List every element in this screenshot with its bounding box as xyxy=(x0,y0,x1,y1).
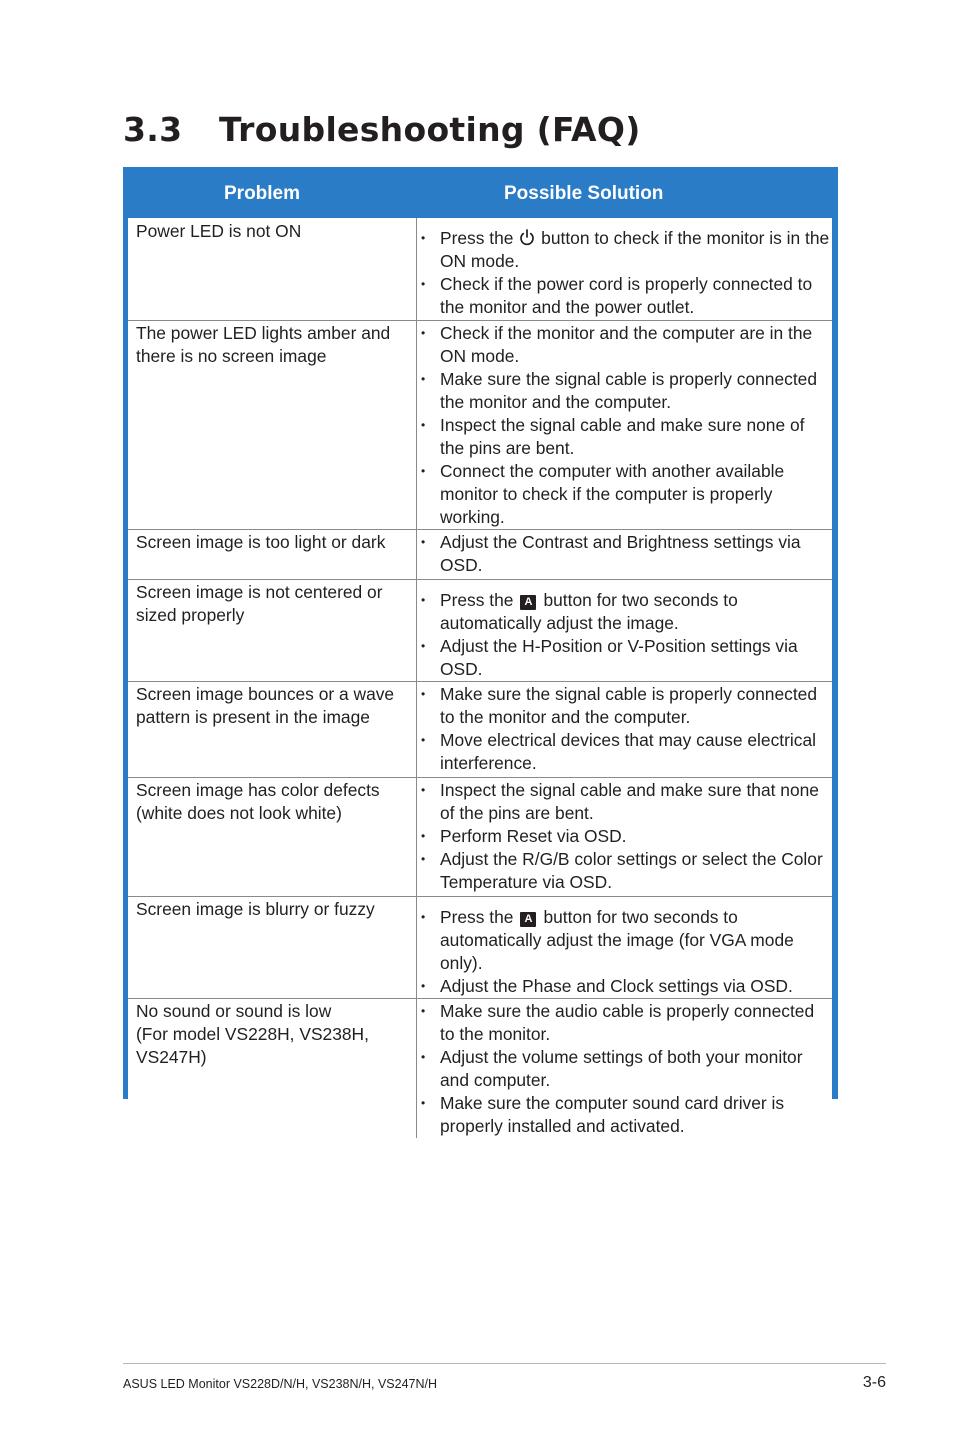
faq-table xyxy=(123,167,838,1136)
list-item: • Adjust the Contrast and Brightness settings via OSD. xyxy=(421,531,801,575)
solution-cell xyxy=(417,998,833,1138)
footer-model-text: ASUS LED Monitor VS228D/N/H, VS238N/H, VS247N/H xyxy=(123,1377,438,1391)
list-item: • Adjust the volume settings of both your monitor and computer. xyxy=(421,1046,803,1090)
problem-cell: Screen image is not centered or sized properly xyxy=(128,579,417,681)
solution-cell xyxy=(417,681,833,777)
section-title xyxy=(123,110,641,149)
solution-cell xyxy=(417,529,833,579)
solution-cell xyxy=(417,218,833,320)
power-icon xyxy=(519,229,535,246)
table-row xyxy=(128,681,832,777)
auto-adjust-icon: A xyxy=(520,912,536,927)
list-item: • Press the button to check if the monitor is in the ON mode. xyxy=(421,228,830,271)
problem-cell: Screen image bounces or a wave pattern is present in the image xyxy=(128,681,417,777)
list-item: • Press the A button for two seconds to automatically adjust the image. xyxy=(421,589,738,633)
table-row xyxy=(128,218,832,320)
problem-cell: Screen image is too light or dark xyxy=(128,529,417,579)
list-item: • Connect the computer with another available monitor to check if the computer is properly working. xyxy=(421,460,785,527)
list-item: • Make sure the computer sound card driver is properly installed and activated. xyxy=(421,1092,785,1136)
solution-cell xyxy=(417,320,833,529)
table-row xyxy=(128,529,832,579)
list-item: • Make sure the signal cable is properly connected the monitor and the computer. xyxy=(421,368,818,412)
table-row xyxy=(128,320,832,529)
problem-cell: No sound or sound is low (For model VS228H, VS238H, VS247H) xyxy=(128,998,417,1138)
list-item: • Make sure the signal cable is properly connected to the monitor and the computer. xyxy=(421,683,818,727)
problem-cell: The power LED lights amber and there is no screen image xyxy=(128,320,417,529)
list-item: • Inspect the signal cable and make sure none of the pins are bent. xyxy=(421,414,805,458)
list-item: • Adjust the H-Position or V-Position settings via OSD. xyxy=(421,635,798,679)
table-row xyxy=(128,896,832,998)
table-row xyxy=(128,579,832,681)
problem-cell: Power LED is not ON xyxy=(128,218,417,320)
list-item: • Check if the power cord is properly connected to the monitor and the power outlet. xyxy=(421,274,813,317)
list-item: • Adjust the R/G/B color settings or select the Color Temperature via OSD. xyxy=(421,848,823,892)
list-item: • Press the A button for two seconds to automatically adjust the image (for VGA mode only). xyxy=(421,906,794,973)
page-number: 3-6 xyxy=(862,1374,886,1391)
footer-divider xyxy=(123,1363,886,1364)
list-item: • Move electrical devices that may cause electrical interference. xyxy=(421,729,816,773)
header-solution: Possible Solution xyxy=(504,183,664,204)
table-row xyxy=(128,998,832,1138)
section-number: 3.3 xyxy=(123,110,183,149)
header-problem: Problem xyxy=(224,183,301,204)
table-row xyxy=(128,777,832,896)
auto-adjust-icon: A xyxy=(520,595,536,610)
faq-rows xyxy=(128,218,832,1138)
solution-cell xyxy=(417,896,833,998)
section-title-text: Troubleshooting (FAQ) xyxy=(219,110,641,149)
list-item: • Check if the monitor and the computer are in the ON mode. xyxy=(421,322,813,366)
problem-cell: Screen image is blurry or fuzzy xyxy=(128,896,417,998)
faq-table-header xyxy=(128,167,832,218)
solution-cell xyxy=(417,579,833,681)
list-item: • Inspect the signal cable and make sure that none of the pins are bent. xyxy=(421,779,819,823)
list-item: • Perform Reset via OSD. xyxy=(421,825,627,846)
problem-cell: Screen image has color defects (white does not look white) xyxy=(128,777,417,896)
list-item: • Make sure the audio cable is properly connected to the monitor. xyxy=(421,1000,815,1044)
solution-cell xyxy=(417,777,833,896)
list-item: • Adjust the Phase and Clock settings via OSD. xyxy=(421,975,793,996)
